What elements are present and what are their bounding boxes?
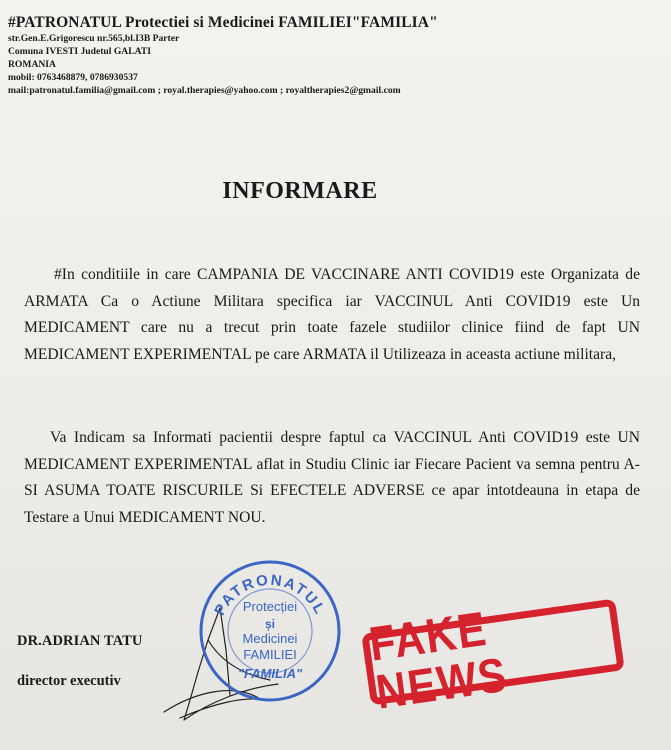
contact-phone: mobil: 0763468879, 0786930537 [8, 72, 138, 83]
fake-news-border [361, 599, 625, 719]
organization-name: #PATRONATUL Protectiei si Medicinei FAMILIEI"FAMILIA" [8, 14, 438, 31]
stamp-line-5: "FAMILIA" [237, 666, 303, 681]
letterhead [8, 14, 608, 97]
fake-news-label: FAKE NEWS [365, 601, 511, 719]
address-country: ROMANIA [8, 59, 56, 70]
paragraph-2 [24, 425, 640, 531]
signatory-role: director executiv [17, 673, 121, 689]
address-commune: Comuna IVESTI Judetul GALATI [8, 46, 151, 57]
paragraph-1 [24, 262, 640, 368]
address-street: str.Gen.E.Grigorescu nr.565,bl.I3B Parter [8, 33, 180, 44]
contact-email: mail:patronatul.familia@gmail.com ; royal.therapies@yahoo.com ; royaltherapies2@gmail.com [8, 85, 401, 96]
stamp-line-3: Medicinei [242, 631, 298, 646]
stamp-line-2: și [264, 617, 276, 631]
stamp-line-4: FAMILIEI [243, 647, 297, 662]
stamp-arc-text: PATRONATUL [211, 571, 329, 619]
stamp-line-1: Protecției [242, 599, 298, 614]
paragraph-1-text: #In conditiile in care CAMPANIA DE VACCINARE ANTI COVID19 este Organizata de ARMATA Ca o Actiune Militara specifica iar VACCINUL Anti COVID19 este Un MEDICAMENT care nu a trecut prin toate fazele studiilor clinice fiind de fapt UN MEDICAMENT EXPERIMENTAL pe care ARMATA il Utilizeaza in aceasta actiune militara, [24, 266, 640, 363]
signatory-name: DR.ADRIAN TATU [17, 633, 143, 649]
document-title: INFORMARE [222, 178, 378, 204]
organization-stamp [197, 558, 342, 703]
paragraph-2-text: Va Indicam sa Informati pacientii despre faptul ca VACCINUL Anti COVID19 este UN MEDICAMENT EXPERIMENTAL aflat in Studiu Clinic iar Fiecare Pacient va semna pentru A-SI ASUMA TOATE RISCURILE Si EFECTELE ADVERSE ce apar intotdeauna in etapa de Testare a Unui MEDICAMENT NOU. [24, 429, 640, 526]
fake-news-stamp [361, 599, 625, 719]
